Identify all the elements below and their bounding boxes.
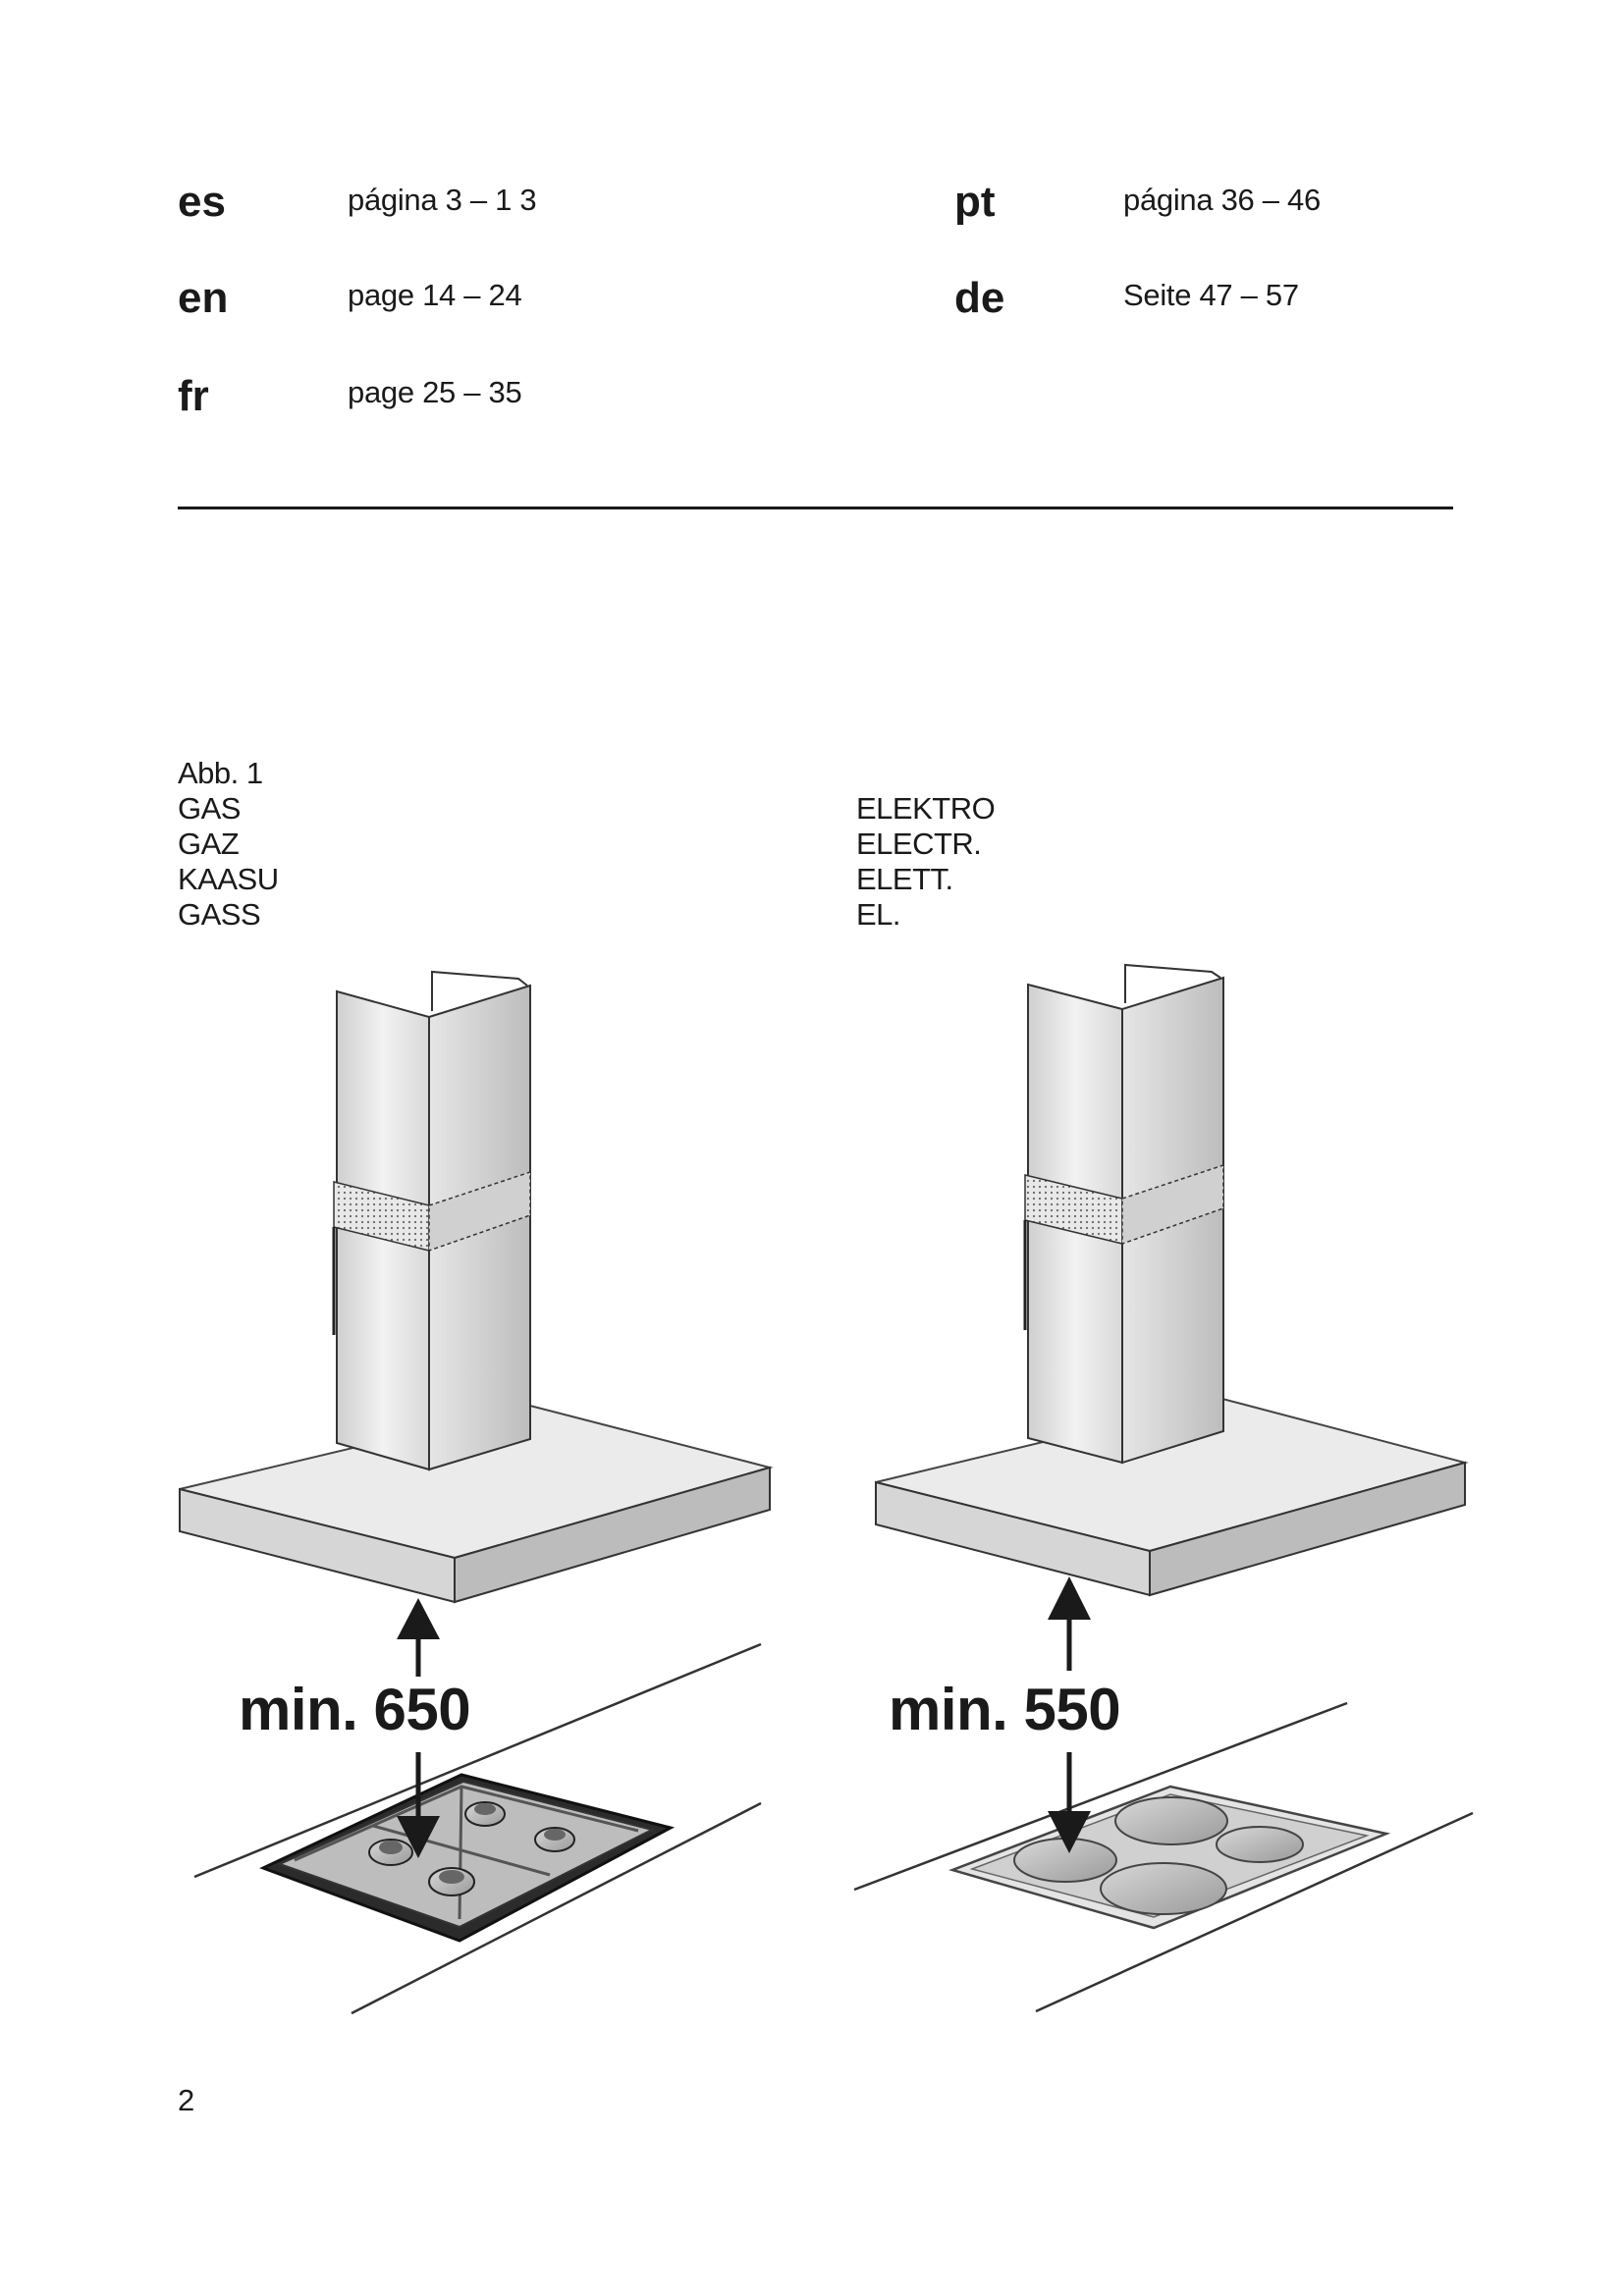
gas-label: GAZ [178,827,240,861]
electric-hob [952,1787,1386,1928]
electric-label: ELETT. [856,862,953,896]
gas-up-arrow-icon [397,1598,440,1677]
electric-label: ELEKTRO [856,791,996,826]
cooking-zone-icon [1217,1827,1303,1862]
gas-label: GASS [178,897,261,932]
lang-pages-es: página 3 – 1 3 [348,183,537,217]
electric-label: ELECTR. [856,827,982,861]
gas-min-distance: min. 650 [239,1677,471,1742]
lang-pages-en: page 14 – 24 [348,278,522,312]
burner-icon [535,1828,574,1851]
lang-pages-fr: page 25 – 35 [348,375,522,409]
burner-icon [465,1802,505,1826]
lang-code-es: es [178,178,226,226]
electric-hood [876,965,1465,1595]
gas-label: KAASU [178,862,279,896]
cooking-zone-icon [1101,1863,1226,1914]
lang-code-fr: fr [178,372,209,420]
lang-code-pt: pt [954,178,996,226]
lang-code-de: de [954,274,1005,322]
gas-hood [180,972,770,1602]
lang-pages-pt: página 36 – 46 [1123,183,1321,217]
cooking-zone-icon [1115,1797,1227,1844]
page-number: 2 [178,2083,195,2117]
gas-label: GAS [178,791,241,826]
electric-up-arrow-icon [1048,1576,1091,1671]
electric-label: EL. [856,897,901,932]
burner-icon [369,1840,412,1865]
lang-pages-de: Seite 47 – 57 [1123,278,1299,312]
burner-icon [429,1868,474,1896]
figure-label: Abb. 1 [178,756,263,790]
gas-hob [263,1775,671,1941]
electric-min-distance: min. 550 [889,1677,1121,1742]
lang-code-en: en [178,274,229,322]
